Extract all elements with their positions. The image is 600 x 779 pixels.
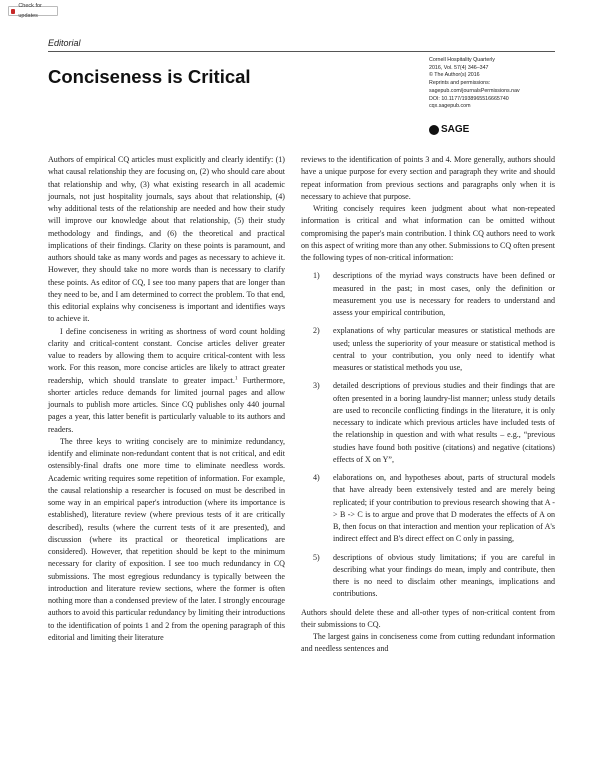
header-rule bbox=[48, 51, 555, 52]
article-title: Conciseness is Critical bbox=[48, 66, 251, 87]
volume-info: 2016, Vol. 57(4) 346–347 bbox=[429, 64, 489, 71]
footnote-ref[interactable]: 1 bbox=[234, 374, 238, 381]
doi-link[interactable]: DOI: 10.1177/1938965516665740 bbox=[429, 95, 509, 102]
paragraph: Authors of empirical CQ articles must explicitly and clearly identify: (1) what causal relationship they are focusing on, (2) who should care about that relationship and why, (3) what existing research in all academic journals, not just hospitality journals, says about that relationship, (4) why additional tests of the relationship are needed and how their study will improve our knowledge about that relationship, (5) their study methodology and findings, and (6) the theoretical and practical implications of their findings. Clarity on these points is paramount, and authors should take as many words and pages as necessary to achieve it. However, they should take no more words than is necessary to clarify these points. As editor of CQ, I see too many papers that are longer than they need to be, and I am determined to correct the problem. To that end, this editorial explains why conciseness is important and identifies ways to achieve it. bbox=[48, 155, 285, 324]
list-item bbox=[301, 380, 555, 466]
list-text: descriptions of the myriad ways constructs have been defined or measured in the past; in most cases, only the definition or measurement you use is necessary for readers to understand and assess your empirical contribution, bbox=[333, 271, 555, 317]
permissions-link[interactable]: sagepub.com/journalsPermissions.nav bbox=[429, 87, 520, 94]
list-text: elaborations on, and hypotheses about, parts of structural models that have already been extensively tested and are merely being replicated; if your contribution to previous research showing that A -> B -> C is to argue and prove that D moderates the effects of A on B, then focus on that interaction and mention your replication of A's indirect effect and B's direct effect on C only in passing, bbox=[333, 473, 555, 544]
publisher-name: SAGE bbox=[441, 124, 470, 135]
copyright: © The Author(s) 2016 bbox=[429, 72, 480, 79]
list-item bbox=[301, 472, 555, 546]
list-number: 4) bbox=[313, 473, 320, 482]
paragraph: I define conciseness in writing as shortness of word count holding clarity and critical-content constant. Concise articles deliver greater value to readers by allowing them to acquire critical-content with less work. For this reason, more concise articles are likely to attract greater readership, which should translate to greater impact.$^1$ Furthermore, shorter articles reduce demands for limited journal pages and allow journals to publish more articles. Since CQ publishes only 440 journal pages a year, this latter benefit is particularly valuable to its authors and readers. bbox=[48, 326, 285, 434]
list-number: 3) bbox=[313, 381, 320, 391]
sage-logo-icon bbox=[429, 125, 439, 135]
paragraph: Writing concisely requires keen judgment about what non-repeated information is critical and what information can be omitted without compromising the paper's main contribution. I think CQ authors need to work on this aspect of writing more than any other. Submissions to CQ often present the following types of non-critical information: bbox=[301, 204, 555, 262]
paragraph: reviews to the identification of points 3 and 4. More generally, authors should have a unique purpose for every section and paragraph they write and should repeat information from previous sections and paragraphs only when it is necessary to achieve that purpose. bbox=[301, 155, 555, 201]
right-column bbox=[301, 154, 555, 656]
list-number: 2) bbox=[313, 326, 320, 336]
list-item bbox=[301, 270, 555, 319]
crossmark-icon bbox=[11, 9, 15, 14]
journal-name: Cornell Hospitality Quarterly bbox=[429, 57, 495, 63]
list-number: 1) bbox=[313, 271, 320, 281]
list-text: explanations of why particular measures or statistical methods are used; unless the superiority of your measure or statistical method is central to your contribution, you only need to identify what measures or statistical methods you use, bbox=[333, 326, 555, 372]
publisher-logo bbox=[429, 124, 469, 135]
check-for-updates-badge[interactable] bbox=[8, 3, 58, 19]
left-column bbox=[48, 154, 285, 644]
journal-site-link[interactable]: cqx.sagepub.com bbox=[429, 103, 471, 110]
paragraph: Authors should delete these and all-other types of non-critical content from their submissions to CQ. bbox=[301, 607, 555, 629]
section-label: Editorial bbox=[48, 38, 81, 48]
list-number: 5) bbox=[313, 552, 320, 562]
non-critical-info-list bbox=[301, 270, 555, 600]
list-item bbox=[301, 325, 555, 374]
paragraph: The largest gains in conciseness come from cutting redundant information and needless sentences and bbox=[301, 632, 555, 654]
badge-label: Check for updates bbox=[18, 3, 42, 19]
paragraph: The three keys to writing concisely are to minimize redundancy, identify and eliminate non-redundant content that is not critical, and edit ostensibly-final drafts one more time to eliminate needless words. Academic writing requires some repetition of information. For example, the causal relationship a researcher is focused on must be described in some way in an empirical paper's introduction (where its importance is established), literature review (where previous tests of it are critically described), results (where the current tests of it are presented), and discussion (where its practical or theoretical implications are considered). However, that repetition should be kept to the minimum necessary for clarity of exposition. I see too much redundancy in CQ submissions. The most egregious redundancy is typically between the introduction and literature review sections, where the former is often nothing more than a condensed preview of the later. I strongly encourage authors to avoid this particular redundancy by limiting their introductions to the identification of points 1 and 2 from the opening paragraph of this editorial and limiting their literature bbox=[48, 436, 285, 642]
list-text: descriptions of obvious study limitations; if you are careful in describing what your findings do mean, imply and contribute, then there is no need to disclaim other meanings, implications and contributions. bbox=[333, 552, 555, 599]
journal-meta bbox=[429, 57, 520, 111]
list-text: detailed descriptions of previous studies and their findings that are often presented in a boring laundry-list manner; unless study details are used to reconcile conflicting findings in the literature, it is only necessary to indicate which previous articles have included tests of the relationship in question and with what results – e.g., “previous studies have found both positive (citations) and negative (citations) effects of X on Y”, bbox=[333, 381, 555, 464]
reprints-label: Reprints and permissions: bbox=[429, 80, 491, 87]
list-item bbox=[301, 552, 555, 601]
